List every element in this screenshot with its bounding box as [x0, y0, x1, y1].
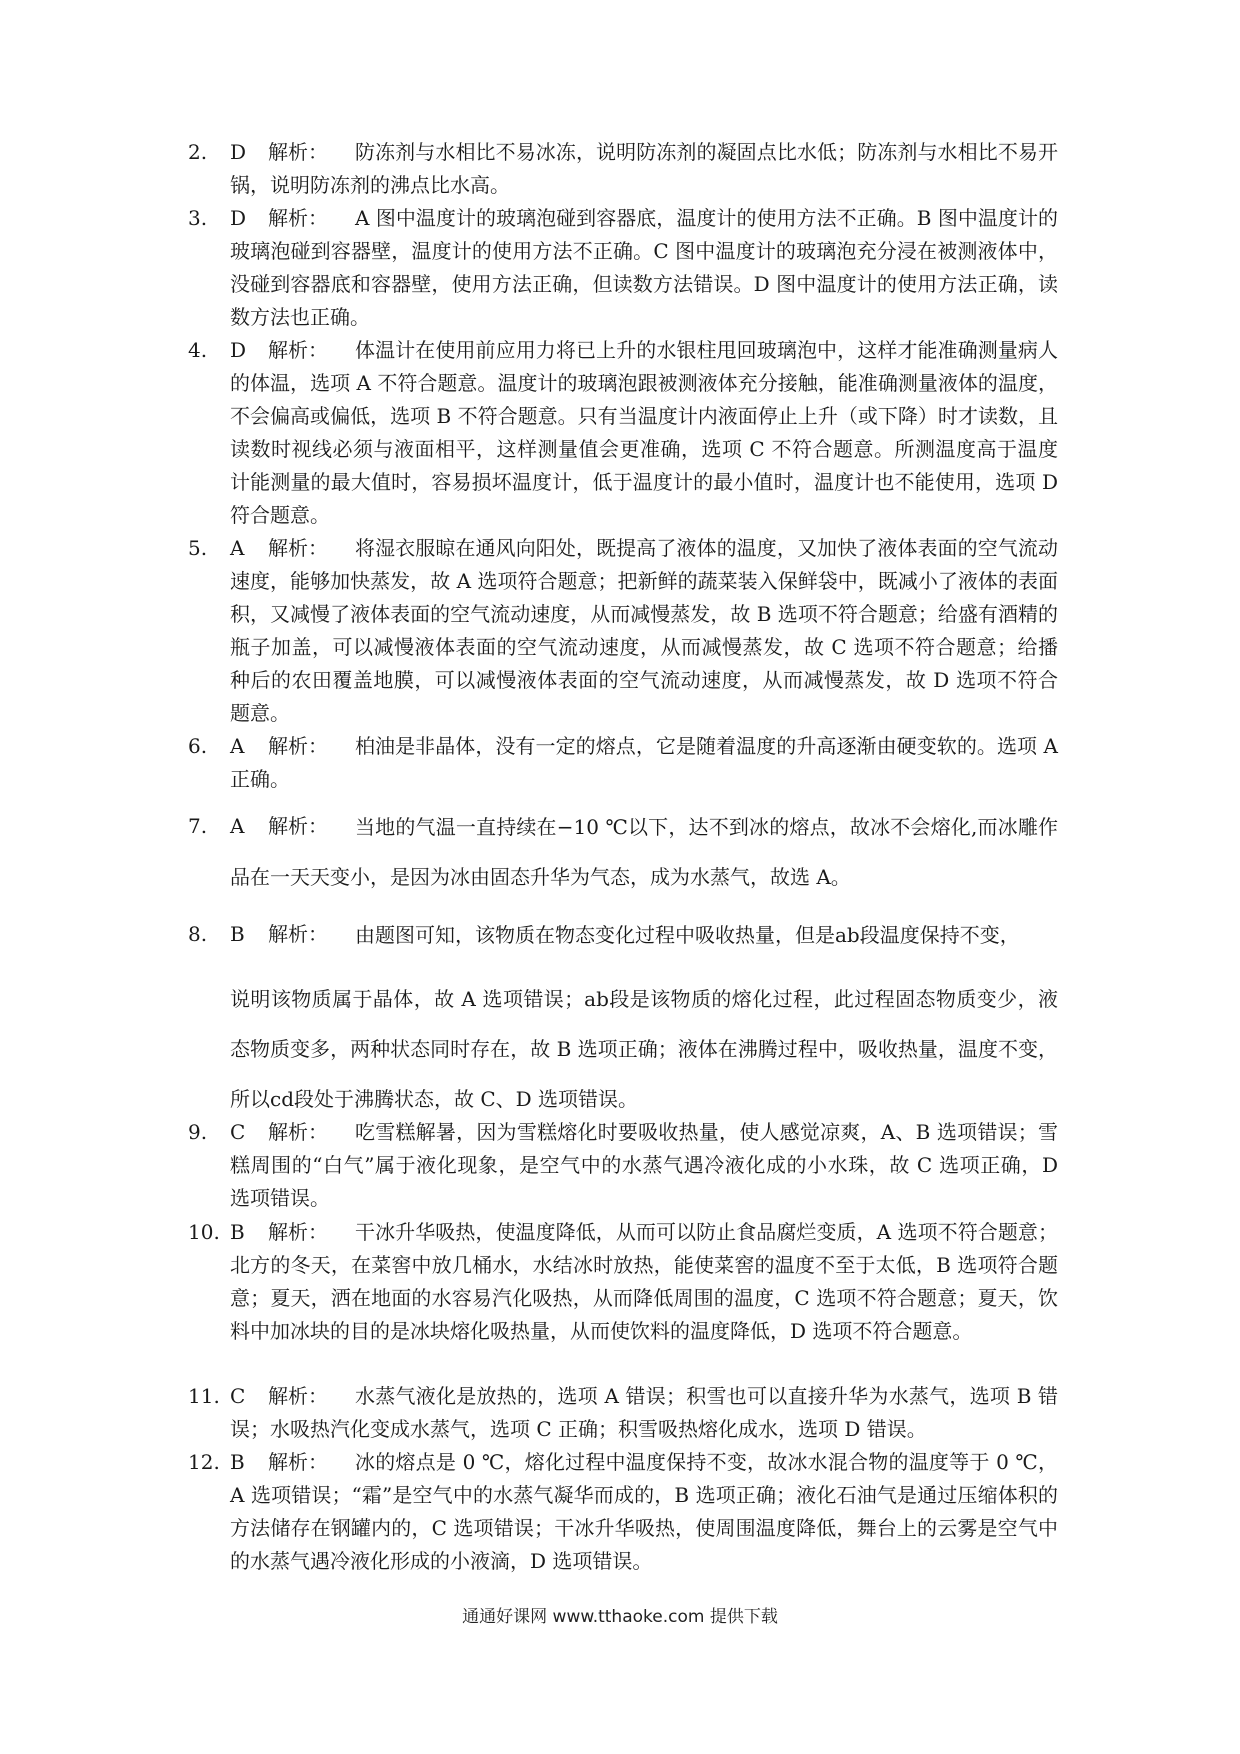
item-explanation-rest: 说明该物质属于晶体，故 A 选项错误；ab段是该物质的熔化过程，此过程固态物质变少，液态物质变多，两种状态同时存在，故 B 选项正确；液体在沸腾过程中，吸收热量，温度不变，所以cd段处于沸腾状态，故 C、D 选项错误。: [230, 987, 1058, 1111]
item-explanation: 冰的熔点是 0 ℃，熔化过程中温度保持不变，故冰水混合物的温度等于 0 ℃，A 选项错误；“霜”是空气中的水蒸气凝华而成的，B 选项正确；液化石油气是通过压缩体积的方法储存在钢罐内的，C 选项错误；干冰升华吸热，使周围温度降低，舞台上的云雾是空气中的水蒸气遇冷液化形成的小液滴，D 选项错误。: [230, 1450, 1058, 1573]
answer-item-4: [188, 334, 1058, 532]
item-label: 解析：: [268, 1120, 328, 1144]
item-number: 4.: [188, 338, 208, 362]
item-answer: B: [230, 1450, 245, 1474]
item-answer: A: [230, 814, 245, 838]
answer-item-3: [188, 202, 1058, 334]
item-label: 解析：: [268, 140, 328, 164]
item-number: 3.: [188, 206, 208, 230]
answer-item-6: [188, 730, 1058, 796]
answer-item-8: [188, 910, 1058, 1124]
answer-item-12: [188, 1446, 1058, 1578]
item-answer: D: [230, 206, 247, 230]
item-answer: A: [230, 536, 245, 560]
item-label: 解析：: [268, 338, 328, 362]
item-answer: D: [230, 338, 247, 362]
item-number: 9.: [188, 1120, 208, 1144]
item-explanation: 柏油是非晶体，没有一定的熔点，它是随着温度的升高逐渐由硬变软的。选项 A 正确。: [230, 734, 1058, 791]
answer-item-2: [188, 136, 1058, 202]
answer-item-11: [188, 1380, 1058, 1446]
item-explanation: 防冻剂与水相比不易冰冻，说明防冻剂的凝固点比水低；防冻剂与水相比不易开锅，说明防冻剂的沸点比水高。: [230, 140, 1058, 197]
item-answer: C: [230, 1120, 246, 1144]
item-number: 12.: [188, 1450, 220, 1474]
item-label: 解析：: [268, 536, 328, 560]
item-label: 解析：: [268, 814, 328, 838]
answer-item-10: [188, 1216, 1058, 1348]
item-number: 11.: [188, 1384, 220, 1408]
item-explanation: 吃雪糕解暑，因为雪糕熔化时要吸收热量，使人感觉凉爽，A、B 选项错误；雪糕周围的“白气”属于液化现象，是空气中的水蒸气遇冷液化成的小水珠，故 C 选项正确，D 选项错误。: [230, 1120, 1058, 1210]
item-number: 7.: [188, 814, 208, 838]
item-number: 5.: [188, 536, 208, 560]
item-number: 8.: [188, 922, 208, 946]
item-explanation: 当地的气温一直持续在−10 ℃以下，达不到冰的熔点，故冰不会熔化,而冰雕作品在一天天变小，是因为冰由固态升华为气态，成为水蒸气，故选 A。: [230, 815, 1058, 889]
item-answer: B: [230, 1220, 245, 1244]
answer-item-9: [188, 1116, 1058, 1215]
item-label: 解析：: [268, 1384, 328, 1408]
item-explanation: 干冰升华吸热，使温度降低，从而可以防止食品腐烂变质，A 选项不符合题意；北方的冬天，在菜窖中放几桶水，水结冰时放热，能使菜窖的温度不至于太低，B 选项符合题意；夏天，洒在地面的水容易汽化吸热，从而降低周围的温度，C 选项不符合题意；夏天，饮料中加冰块的目的是冰块熔化吸热量，从而使饮料的温度降低，D 选项不符合题意。: [230, 1220, 1058, 1343]
footer-source: 通通好课网 www.tthaoke.com 提供下载: [462, 1607, 778, 1627]
item-number: 6.: [188, 734, 208, 758]
item-answer: C: [230, 1384, 246, 1408]
item-explanation: A 图中温度计的玻璃泡碰到容器底，温度计的使用方法不正确。B 图中温度计的玻璃泡碰到容器壁，温度计的使用方法不正确。C 图中温度计的玻璃泡充分浸在被测液体中，没碰到容器底和容器壁，使用方法正确，但读数方法错误。D 图中温度计的使用方法正确，读数方法也正确。: [230, 206, 1058, 329]
item-label: 解析：: [268, 1450, 328, 1474]
item-answer: A: [230, 734, 245, 758]
item-answer: D: [230, 140, 247, 164]
item-label: 解析：: [268, 1220, 328, 1244]
item-label: 解析：: [268, 206, 328, 230]
item-explanation: 将湿衣服晾在通风向阳处，既提高了液体的温度，又加快了液体表面的空气流动速度，能够加快蒸发，故 A 选项符合题意；把新鲜的蔬菜装入保鲜袋中，既减小了液体的表面积，又减慢了液体表面的空气流动速度，从而减慢蒸发，故 B 选项不符合题意；给盛有酒精的瓶子加盖，可以减慢液体表面的空气流动速度，从而减慢蒸发，故 C 选项不符合题意；给播种后的农田覆盖地膜，可以减慢液体表面的空气流动速度，从而减慢蒸发，故 D 选项不符合题意。: [230, 536, 1058, 725]
item-number: 2.: [188, 140, 208, 164]
item-explanation: 水蒸气液化是放热的，选项 A 错误；积雪也可以直接升华为水蒸气，选项 B 错误；水吸热汽化变成水蒸气，选项 C 正确；积雪吸热熔化成水，选项 D 错误。: [230, 1384, 1058, 1441]
answer-item-5: [188, 532, 1058, 730]
item-explanation-line-1: 由题图可知，该物质在物态变化过程中吸收热量，但是ab段温度保持不变，: [355, 923, 1020, 947]
item-label: 解析：: [268, 922, 328, 946]
item-explanation: 体温计在使用前应用力将已上升的水银柱甩回玻璃泡中，这样才能准确测量病人的体温，选项 A 不符合题意。温度计的玻璃泡跟被测液体充分接触，能准确测量液体的温度，不会偏高或偏低，选项 B 不符合题意。只有当温度计内液面停止上升（或下降）时才读数，且读数时视线必须与液面相平，这样测量值会更准确，选项 C 不符合题意。所测温度高于温度计能测量的最大值时，容易损坏温度计，低于温度计的最小值时，温度计也不能使用，选项 D 符合题意。: [230, 338, 1058, 527]
item-number: 10.: [188, 1220, 220, 1244]
item-answer: B: [230, 922, 245, 946]
item-label: 解析：: [268, 734, 328, 758]
answer-item-7: [188, 802, 1058, 902]
